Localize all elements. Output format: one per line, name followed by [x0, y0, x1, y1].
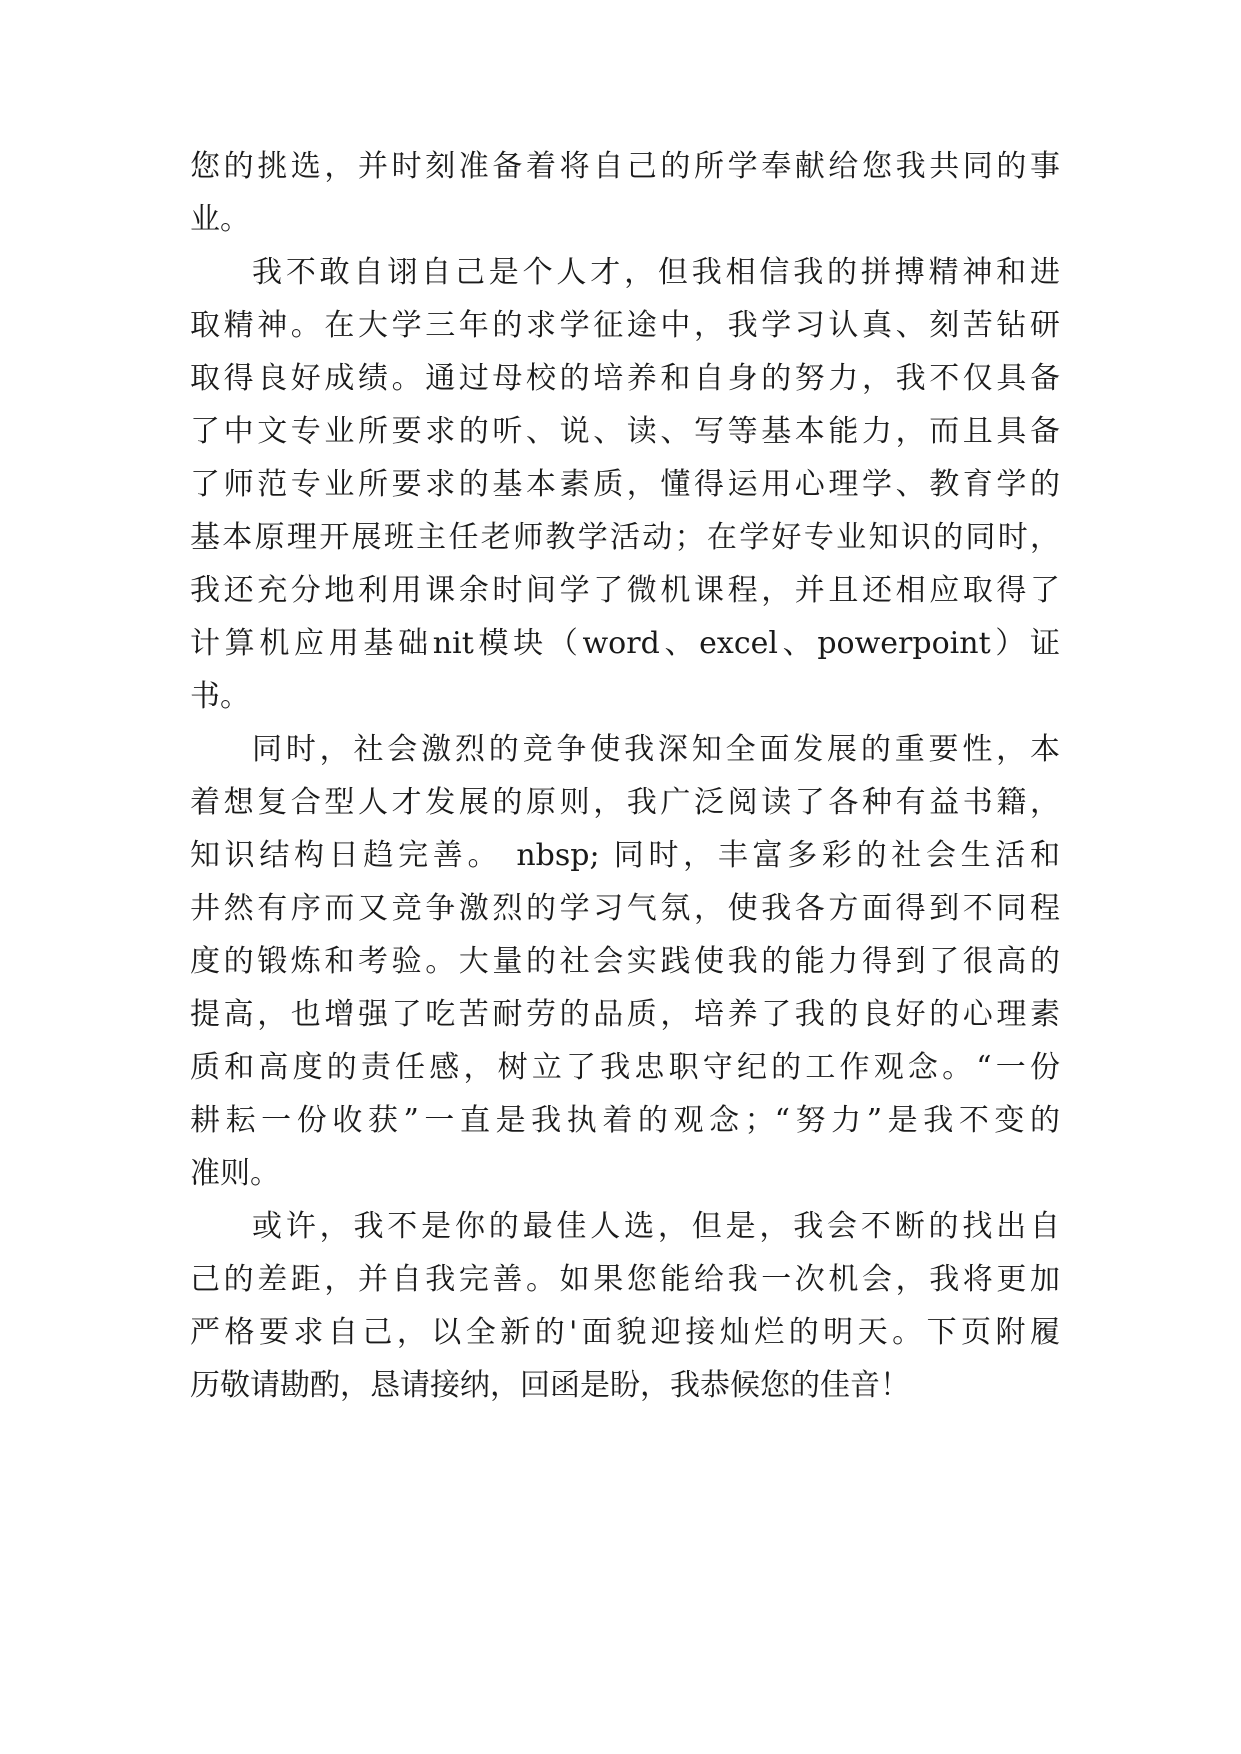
- text-line: 知识结构日趋完善。 nbsp; 同时，丰富多彩的社会生活和: [190, 838, 1060, 873]
- paragraph-first-line: 我不敢自诩自己是个人才，但我相信我的拼搏精神和进: [252, 255, 1060, 290]
- text-line: 业。: [190, 202, 250, 237]
- text-line: 基本原理开展班主任老师教学活动；在学好专业知识的同时，: [190, 520, 1060, 555]
- text-line: 己的差距，并自我完善。如果您能给我一次机会，我将更加: [190, 1262, 1060, 1297]
- text-line: 准则。: [190, 1156, 280, 1191]
- text-line: 书。: [190, 679, 250, 714]
- text-line: 了中文专业所要求的听、说、读、写等基本能力，而且具备: [190, 414, 1060, 449]
- paragraph-first-line: 同时，社会激烈的竞争使我深知全面发展的重要性，本: [252, 732, 1060, 767]
- text-line: 严格要求自己，以全新的'面貌迎接灿烂的明天。下页附履: [190, 1315, 1060, 1350]
- text-line: 着想复合型人才发展的原则，我广泛阅读了各种有益书籍，: [190, 785, 1060, 820]
- text-line: 耕耘一份收获”一直是我执着的观念；“努力”是我不变的: [190, 1103, 1060, 1138]
- text-line: 了师范专业所要求的基本素质，懂得运用心理学、教育学的: [190, 467, 1060, 502]
- text-line: 质和高度的责任感，树立了我忠职守纪的工作观念。“一份: [190, 1050, 1060, 1085]
- text-line: 取得良好成绩。通过母校的培养和自身的努力，我不仅具备: [190, 361, 1060, 396]
- text-line: 您的挑选，并时刻准备着将自己的所学奉献给您我共同的事: [190, 149, 1060, 184]
- text-line: 计算机应用基础nit模块（word、excel、powerpoint）证: [190, 626, 1060, 661]
- text-line: 井然有序而又竞争激烈的学习气氛，使我各方面得到不同程: [190, 891, 1060, 926]
- text-line: 度的锻炼和考验。大量的社会实践使我的能力得到了很高的: [190, 944, 1060, 979]
- text-line: 我还充分地利用课余时间学了微机课程，并且还相应取得了: [190, 573, 1060, 608]
- text-line: 历敬请勘酌，恳请接纳，回函是盼，我恭候您的佳音！: [190, 1368, 910, 1403]
- text-line: 提高，也增强了吃苦耐劳的品质，培养了我的良好的心理素: [190, 997, 1060, 1032]
- paragraph-first-line: 或许，我不是你的最佳人选，但是，我会不断的找出自: [252, 1209, 1060, 1244]
- text-line: 取精神。在大学三年的求学征途中，我学习认真、刻苦钻研: [190, 308, 1060, 343]
